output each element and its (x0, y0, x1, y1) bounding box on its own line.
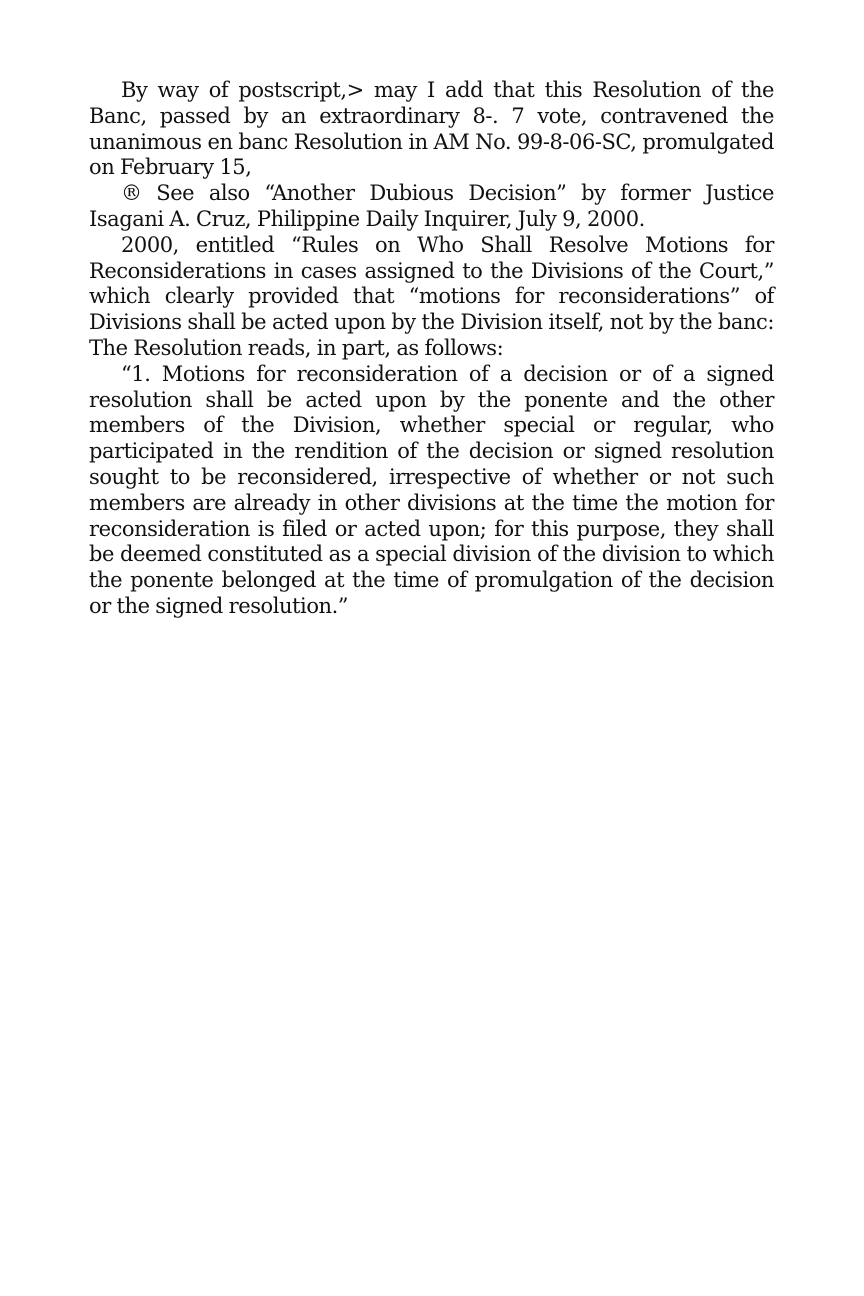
body-text (89, 78, 774, 620)
paragraph-rules: 2000, entitled “Rules on Who Shall Resolve Motions for Reconsiderations in cases assigned to the Divisions of the Court,” which clearly provided that “motions for reconsiderations” of Divisions shall be acted upon by the Division itself, not by the banc: The Resolution reads, in part, as follows: (89, 232, 774, 360)
paragraph-postscript: By way of postscript,> may I add that this Resolution of the Banc, passed by an extraordinary 8-. 7 vote, contravened the unanimous en banc Resolution in AM No. 99-8-06-SC, promulgated on February 15, (89, 78, 774, 180)
quoted-resolution: “1. Motions for reconsideration of a decision or of a signed resolution shall be acted upon by the ponente and the other members of the Division, whether special or regular, who participated in the rendition of the decision or signed resolution sought to be reconsidered, irrespective of whether or not such members are already in other divisions at the time the motion for reconsideration is filed or acted upon; for this purpose, they shall be deemed constituted as a special division of the division to which the ponente belonged at the time of promulgation of the decision or the signed resolution.” (89, 361, 774, 618)
footnote-note: ® See also “Another Dubious Decision” by former Justice Isagani A. Cruz, Philippine Daily Inquirer, July 9, 2000. (89, 181, 774, 231)
